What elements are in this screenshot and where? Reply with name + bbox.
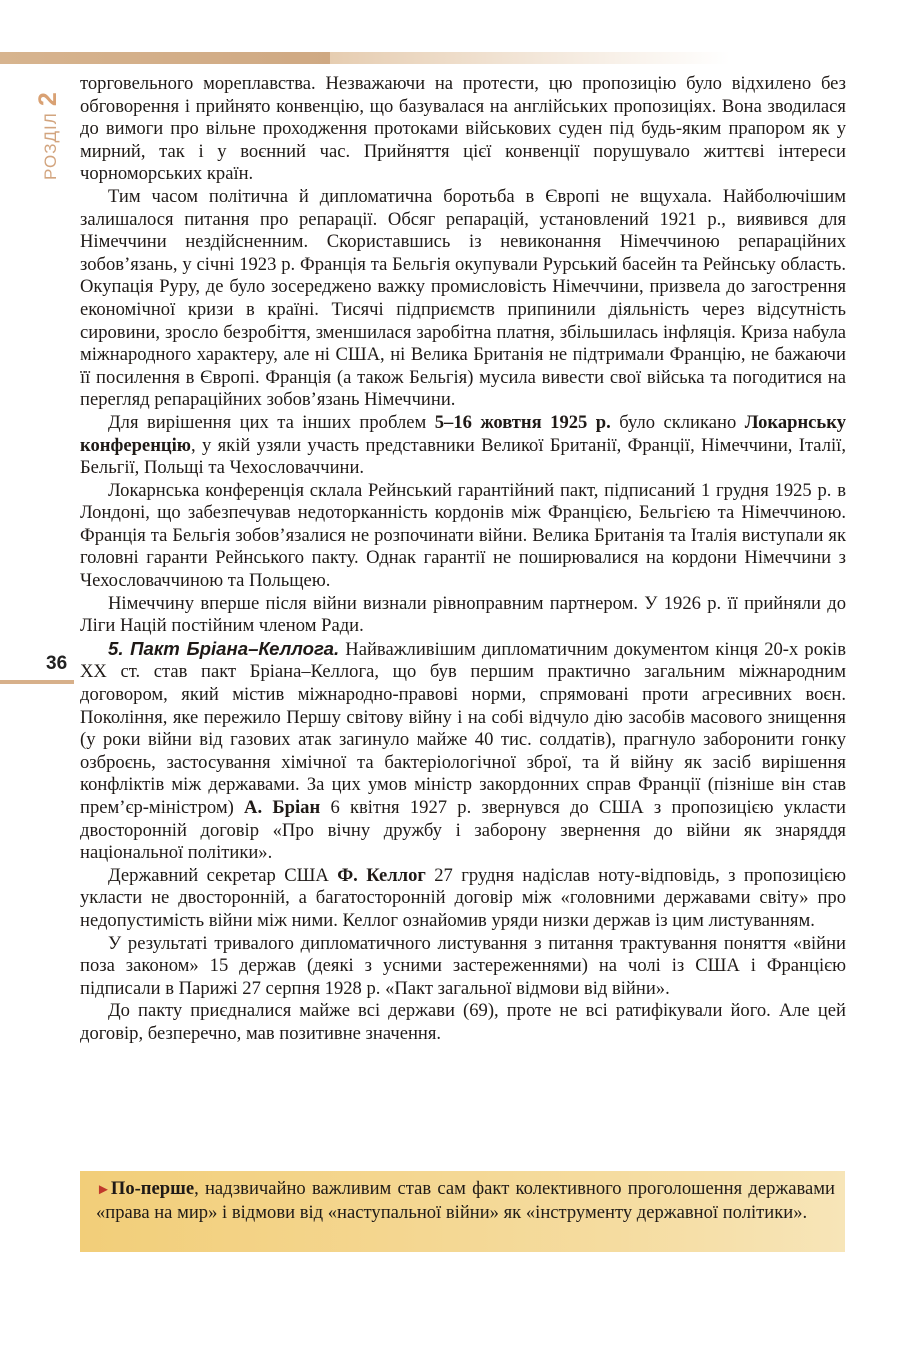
section-label-text: РОЗДІЛ [41, 112, 60, 180]
bold-name: Ф. Келлог [337, 864, 426, 886]
paragraph-9 [80, 1000, 846, 1045]
paragraph-3 [80, 412, 846, 480]
paragraph-2 [80, 186, 846, 412]
text-run: , у якій узяли участь представники Великої Британії, Франції, Німеччини, Італії, Бельгії, Польщі та Чехословаччини. [80, 434, 846, 479]
text-run: Державний секретар США [108, 864, 338, 886]
note-text: , надзвичайно важливим став сам факт колективного проголошення державами «права на мир» і відмови від «наступальної війни» як «інструменту державної політики». [96, 1178, 835, 1223]
text-run: До пакту приєдналися майже всі держави (69), проте не всі ратифікували його. Але цей договір, безперечно, мав позитивне значення. [80, 1000, 846, 1044]
section-number: 2 [34, 91, 62, 107]
highlight-note-box [80, 1171, 845, 1252]
text-run: 27 грудня надіслав ноту-відповідь, з пропозицією укласти не двосторонній, а багатосторонній договір між «головними державами світу» про недопустимість війни між ними. Келлог ознайомив уряди низки держав із цим листуванням. [80, 864, 846, 931]
page-number-rule [0, 680, 74, 684]
page-number: 36 [46, 653, 68, 674]
paragraph-4 [80, 480, 846, 593]
text-run: Німеччину вперше після війни визнали рівноправним партнером. У 1926 р. її прийняли до Ліги Націй постійним членом Ради. [80, 592, 846, 637]
text-run: Найважливішим дипломатичним документом кінця 20-х років XX ст. став пакт Бріана–Келлога, що був першим практично загальним міжнародним договором, який містив міжнародно-правові норми, спрямовані проти агресивних воєн. Покоління, яке пережило Першу світову війну і на собі відчуло дію засобів масового знищення (у роки війни від газових атак загинуло майже 40 тис. солдатів), прагнуло заборонити гонку озброєнь, застосування хімічної та бактеріологічної зброї, та й війну як засіб вирішення конфліктів між державами. За цих умов міністр закордонних справ Франції (пізніше він став прем’єр-міністром) [80, 638, 846, 818]
note-lead: По-перше [110, 1178, 195, 1199]
paragraph-7 [80, 865, 846, 933]
text-run: 6 квітня 1927 р. звернувся до США з пропозицією укласти двосторонній договір «Про вічну дружбу і заборону звернення до війни як знаряддя національної політики». [80, 797, 846, 864]
bold-term: Локарнську конференцію [80, 411, 847, 456]
header-decor-fade [330, 52, 730, 64]
text-run: торговельного мореплавства. Незважаючи на протести, цю пропозицію було відхилено без обговорення і прийнято конвенцію, що базувалася на англійських пропозиціях. Вона зводилася до вимоги про вільне проходження протоками військових суден під будь-яким прапором як у мирний, так і у воєнний час. Прийняття цієї конвенції порушувало життєві інтереси чорноморських країн. [80, 73, 846, 185]
paragraph-5 [80, 593, 846, 638]
section-label [34, 76, 74, 186]
text-run: Локарнська конференція склала Рейнський гарантійний пакт, підписаний 1 грудня 1925 р. в Лондоні, що забезпечував недоторканність кордонів між Францією, Бельгією та Німеччиною. Франція та Бельгія зобов’язалися не розпочинати війни. Велика Британія та Італія виступали як головні гаранти Рейнського пакту. Однак гарантії не поширювалися на кордони Німеччини з Чехословаччиною та Польщею. [80, 479, 846, 592]
text-run: У результаті тривалого дипломатичного листування з питання трактування поняття «війни поза законом» 15 держав (деякі з усними застереженнями) на чолі із США і Францією підписали в Парижі 27 серпня 1928 р. «Пакт загальної відмови від війни». [80, 932, 846, 999]
header-decor-bar [0, 52, 330, 64]
arrow-bullet-icon: ► [96, 1182, 111, 1198]
bold-date: 5–16 жовтня 1925 р. [434, 411, 611, 433]
section-heading: 5. Пакт Бріана–Келлога. [108, 637, 340, 659]
text-run: Для вирішення цих та інших проблем [108, 411, 435, 433]
bold-name: А. Бріан [244, 797, 321, 818]
paragraph-6 [80, 638, 846, 865]
text-run: Тим часом політична й дипломатична боротьба в Європі не вщухала. Найболючішим залишалося питання про репарації. Обсяг репарацій, установлений 1921 р., виявився для Німеччини нездійсненним. Скориставшись із невиконання Німеччиною репараційних зобов’язань, у січні 1923 р. Франція та Бельгія окупували Рурський басейн та Рейнську область. Окупація Руру, де було зосереджено важку промисловість Німеччини, призвела до загострення економічної кризи в країні. Тисячі підприємств припинили діяльність через відсутність сировини, зросло безробіття, зменшилася заробітна платня, збільшилась інфляція. Криза набула міжнародного характеру, але ні США, ні Велика Британія не підтримали Францію, не бажаючи її посилення в Європі. Франція (а також Бельгія) мусила вивести свої війська та погодитися на перегляд репараційних зобов’язань Німеччини. [80, 185, 846, 411]
paragraph-1 [80, 73, 846, 186]
text-run: було скликано [610, 411, 745, 433]
body-text [80, 73, 846, 1046]
paragraph-8 [80, 933, 846, 1001]
